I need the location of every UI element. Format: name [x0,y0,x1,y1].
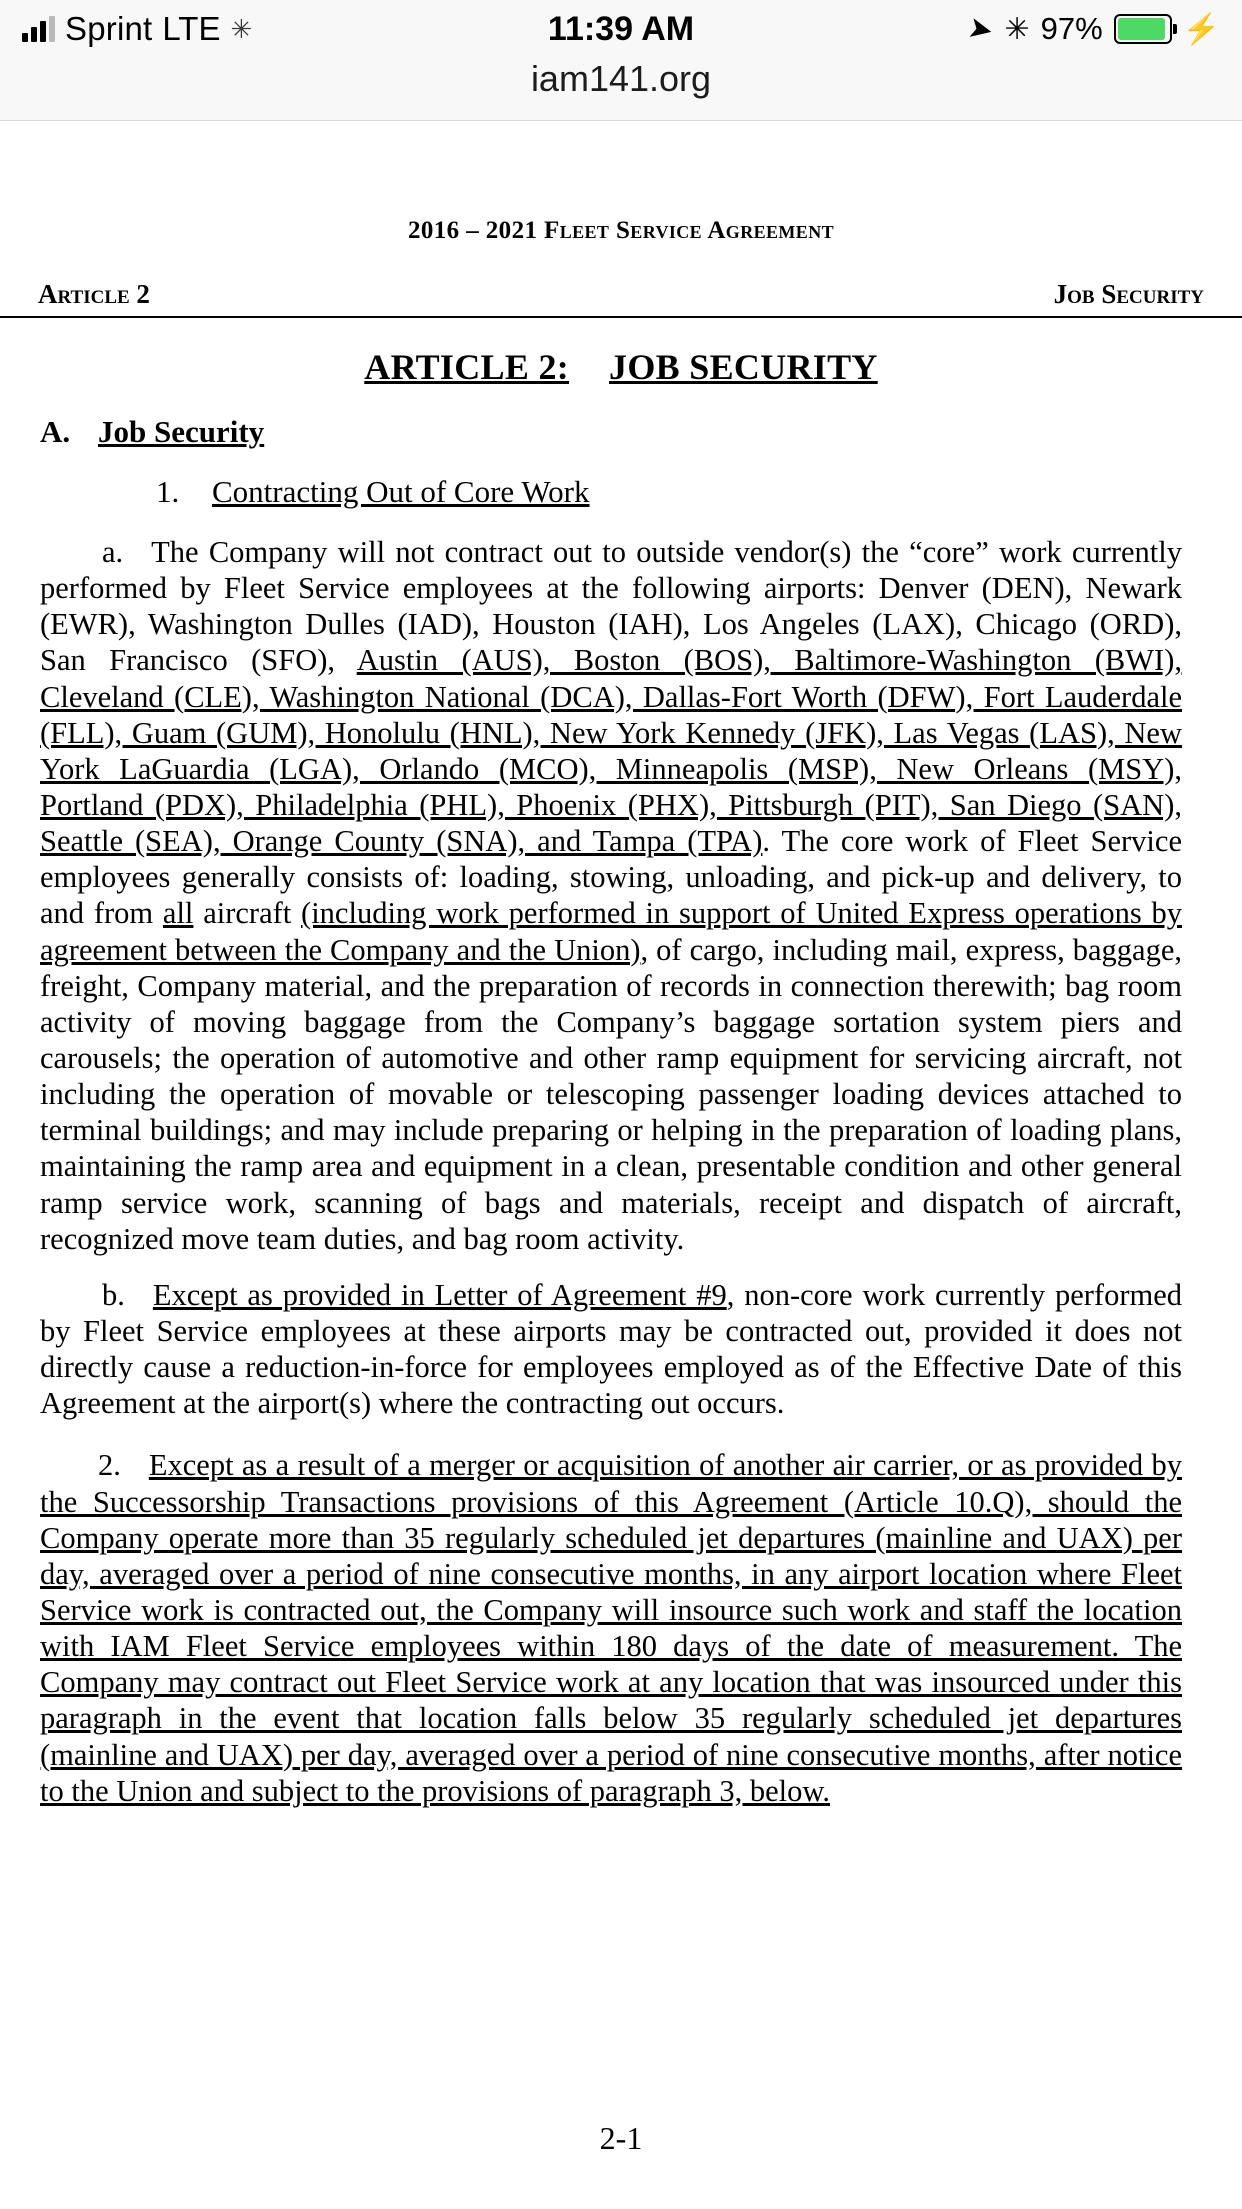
running-head-right: Job Security [1053,279,1204,309]
paragraph-b [40,1277,1182,1422]
paragraph-b-loa-clause: Except as provided in Letter of Agreement #9 [152,1277,727,1312]
running-head [0,279,1242,318]
paragraph-a-text-3: aircraft [193,896,302,931]
section-item-1 [156,474,1182,510]
battery-percent-label: 97% [1040,11,1103,46]
paragraph-a-text-1: The Company will not contract out to outside vendor(s) the “core” work currently performed by Fleet Service employees at the following airports: Denver (DEN), Newark (EWR), Washington Dulles (IAD), Houston (IAH), Los Angeles (LAX), Chicago (ORD), San Francisco (SFO), [40,535,1182,678]
item-1-title: Contracting Out of Core Work [212,474,590,509]
browser-url-bar[interactable] [0,58,1242,121]
page-number: 2-1 [599,2120,643,2156]
paragraph-b-text: , non-core work currently performed by Fleet Service employees at these airports may be contracted out, provided it does not directly cause a reduction-in-force for employees employed as of the Effective Date of this Agreement at the airport(s) where the contracting out occurs. [40,1277,1182,1421]
paragraph-a [40,534,1182,1257]
document-body [0,414,1242,1809]
section-a [40,414,1182,450]
url-text[interactable]: iam141.org [530,58,712,99]
document-page [0,121,1242,2209]
paragraph-a-all-emphasis: all [162,896,194,931]
status-bar-left [22,10,252,48]
ios-status-bar [0,0,1242,58]
running-head-left: Article 2 [38,279,150,309]
location-arrow-icon: ➤ [965,10,997,48]
clock-label: 11:39 AM [547,9,695,48]
paragraph-a-airports: Austin (AUS), Boston (BOS), Baltimore-Washington (BWI), Cleveland (CLE), Washington National (DCA), Dallas-Fort Worth (DFW), Fort Lauderdale (FLL), Guam (GUM), Honolulu (HNL), New York Kennedy (JFK), Las Vegas (LAS), New York LaGuardia (LGA), Orlando (MCO), Minneapolis (MSP), New Orleans (MSY), Portland (PDX), Philadelphia (PHL), Phoenix (PHX), Pittsburgh (PIT), San Diego (SAN), Seattle (SEA), Orange County (SNA), and Tampa (TPA) [40,643,1182,859]
carrier-label: Sprint [65,10,153,47]
paragraph-b-label: b. [102,1277,125,1312]
item-2-text: Except as a result of a merger or acquisition of another air carrier, or as provided by the Successorship Transactions provisions of this Agreement (Article 10.Q), should the Company operate more than 35 regularly scheduled jet departures (mainline and UAX) per day, averaged over a period of nine consecutive months, in any airport location where Fleet Service work is contracted out, the Company will insource such work and staff the location with IAM Fleet Service employees within 180 days of the date of measurement. The Company may contract out Fleet Service work at any location that was insourced under this paragraph in the event that location falls below 35 regularly scheduled jet departures (mainline and UAX) per day, averaged over a period of nine consecutive months, after notice to the Union and subject to the provisions of paragraph 3, below. [40,1448,1182,1808]
battery-icon [1114,14,1172,44]
section-item-2 [40,1447,1182,1808]
charging-bolt-icon: ⚡ [1182,12,1220,46]
item-2-number: 2. [98,1448,121,1483]
paragraph-a-label: a. [102,535,124,569]
article-title-left: ARTICLE 2: [364,347,570,387]
section-a-title: Job Security [98,414,265,449]
bluetooth-icon: ✳ [1004,12,1030,46]
snowflake-icon: ✳ [230,13,253,44]
paragraph-a-united-express-clause: (including work performed in support of United Express operations by agreement between the Company and the Union) [40,896,1183,967]
article-title-right: JOB SECURITY [609,347,878,387]
network-type-label: LTE [162,10,221,47]
paragraph-a-text-4: , of cargo, including mail, express, baggage, freight, Company material, and the preparation of records in connection therewith; bag room activity of moving baggage from the Company’s baggage sortation system piers and carousels; the operation of automotive and other ramp equipment for servicing aircraft, not including the operation of movable or telescoping passenger loading devices attached to terminal buildings; and may include preparing or helping in the preparation of loading plans, maintaining the ramp area and equipment in a clean, presentable condition and other general ramp service work, scanning of bags and materials, receipt and dispatch of aircraft, recognized move team duties, and bag room activity. [40,932,1182,1256]
section-a-label: A. [40,414,71,449]
document-header: 2016 – 2021 Fleet Service Agreement [407,217,834,244]
item-1-number: 1. [156,474,180,509]
signal-strength-icon [22,16,55,42]
page-title [0,346,1242,388]
paragraph-a-text-2: . The core work of Fleet Service employees generally consists of: loading, stowing, unloading, and pick-up and delivery, to and from [40,824,1182,931]
status-bar-right [965,10,1220,48]
